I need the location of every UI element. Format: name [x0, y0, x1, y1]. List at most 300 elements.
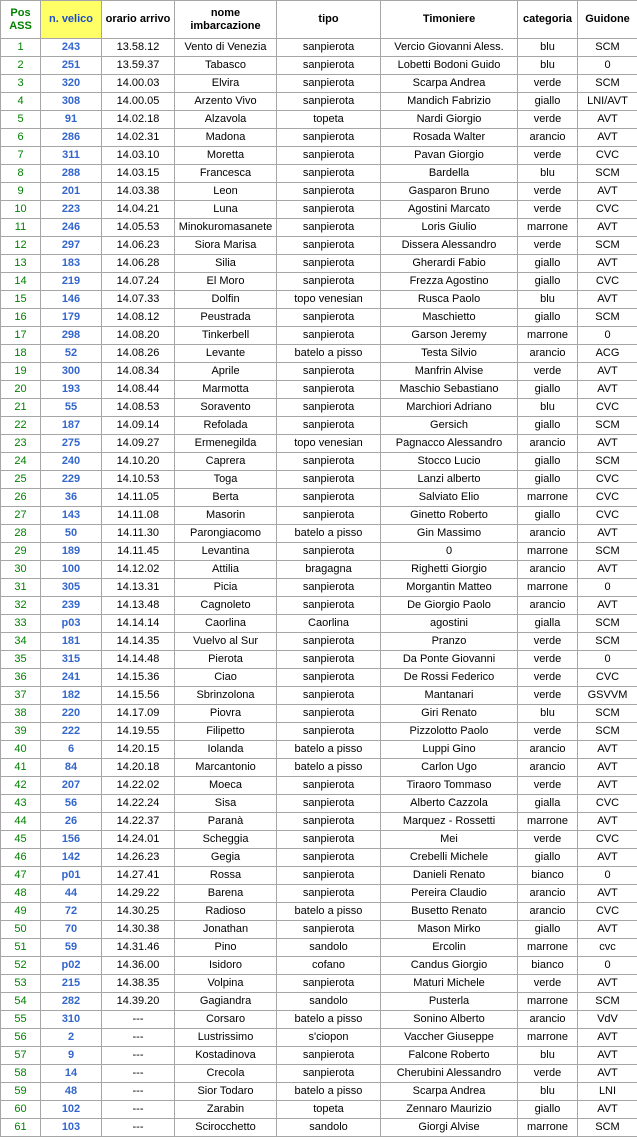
cell-nome: Zarabin: [175, 1101, 277, 1119]
cell-nome: Sisa: [175, 795, 277, 813]
cell-orario: ---: [102, 1065, 175, 1083]
cell-nome: Aprile: [175, 363, 277, 381]
cell-velico: 223: [41, 201, 102, 219]
cell-nome: Picia: [175, 579, 277, 597]
cell-nome: Minokuromasanete: [175, 219, 277, 237]
cell-timoniere: Lobetti Bodoni Guido: [381, 57, 518, 75]
cell-tipo: sanpierota: [277, 633, 381, 651]
cell-orario: 14.17.09: [102, 705, 175, 723]
cell-orario: 14.12.02: [102, 561, 175, 579]
header-nome-line2: imbarcazione: [190, 19, 261, 32]
cell-tipo: sanpierota: [277, 813, 381, 831]
table-row: [1, 363, 637, 381]
table-row: [1, 903, 637, 921]
cell-timoniere: Mantanari: [381, 687, 518, 705]
cell-categoria: giallo: [518, 849, 578, 867]
cell-orario: 14.04.21: [102, 201, 175, 219]
cell-nome: Masorin: [175, 507, 277, 525]
cell-pos: 12: [1, 237, 41, 255]
cell-nome: Vuelvo al Sur: [175, 633, 277, 651]
cell-velico: 320: [41, 75, 102, 93]
cell-categoria: marrone: [518, 543, 578, 561]
cell-categoria: giallo: [518, 93, 578, 111]
cell-categoria: giallo: [518, 309, 578, 327]
cell-pos: 23: [1, 435, 41, 453]
cell-timoniere: Righetti Giorgio: [381, 561, 518, 579]
cell-categoria: verde: [518, 975, 578, 993]
cell-pos: 27: [1, 507, 41, 525]
cell-orario: 14.11.05: [102, 489, 175, 507]
cell-velico: 59: [41, 939, 102, 957]
cell-velico: 14: [41, 1065, 102, 1083]
cell-velico: 142: [41, 849, 102, 867]
cell-tipo: sanpierota: [277, 363, 381, 381]
cell-velico: 102: [41, 1101, 102, 1119]
cell-orario: 14.00.03: [102, 75, 175, 93]
cell-guidone: AVT: [578, 1047, 637, 1065]
cell-categoria: verde: [518, 201, 578, 219]
header-timoniere: Timoniere: [381, 1, 518, 39]
cell-orario: 14.20.18: [102, 759, 175, 777]
cell-orario: 14.08.44: [102, 381, 175, 399]
cell-velico: 52: [41, 345, 102, 363]
cell-categoria: gialla: [518, 795, 578, 813]
cell-categoria: verde: [518, 237, 578, 255]
cell-orario: 14.14.48: [102, 651, 175, 669]
cell-velico: 219: [41, 273, 102, 291]
cell-velico: 100: [41, 561, 102, 579]
cell-pos: 36: [1, 669, 41, 687]
cell-tipo: sanpierota: [277, 1065, 381, 1083]
cell-velico: p02: [41, 957, 102, 975]
cell-tipo: batelo a pisso: [277, 903, 381, 921]
cell-timoniere: Pizzolotto Paolo: [381, 723, 518, 741]
cell-nome: El Moro: [175, 273, 277, 291]
cell-timoniere: De Rossi Federico: [381, 669, 518, 687]
cell-guidone: SCM: [578, 75, 637, 93]
cell-tipo: topo venesian: [277, 435, 381, 453]
cell-nome: Marcantonio: [175, 759, 277, 777]
cell-categoria: marrone: [518, 1119, 578, 1137]
cell-categoria: verde: [518, 687, 578, 705]
cell-nome: Levante: [175, 345, 277, 363]
cell-categoria: arancio: [518, 345, 578, 363]
cell-guidone: AVT: [578, 381, 637, 399]
table-row: [1, 525, 637, 543]
cell-pos: 52: [1, 957, 41, 975]
table-row: [1, 57, 637, 75]
cell-timoniere: agostini: [381, 615, 518, 633]
cell-orario: 13.59.37: [102, 57, 175, 75]
cell-velico: 36: [41, 489, 102, 507]
cell-guidone: AVT: [578, 1065, 637, 1083]
cell-orario: ---: [102, 1101, 175, 1119]
cell-categoria: verde: [518, 111, 578, 129]
cell-pos: 48: [1, 885, 41, 903]
cell-timoniere: Agostini Marcato: [381, 201, 518, 219]
cell-nome: Toga: [175, 471, 277, 489]
cell-pos: 41: [1, 759, 41, 777]
cell-pos: 54: [1, 993, 41, 1011]
cell-pos: 4: [1, 93, 41, 111]
cell-orario: 14.30.25: [102, 903, 175, 921]
cell-guidone: AVT: [578, 561, 637, 579]
table-row: [1, 183, 637, 201]
cell-tipo: sanpierota: [277, 777, 381, 795]
cell-tipo: sanpierota: [277, 75, 381, 93]
cell-nome: Barena: [175, 885, 277, 903]
cell-tipo: s'ciopon: [277, 1029, 381, 1047]
cell-categoria: verde: [518, 651, 578, 669]
cell-velico: 308: [41, 93, 102, 111]
cell-tipo: sanpierota: [277, 543, 381, 561]
cell-categoria: marrone: [518, 489, 578, 507]
table-row: [1, 1047, 637, 1065]
cell-categoria: marrone: [518, 219, 578, 237]
cell-orario: 14.02.31: [102, 129, 175, 147]
cell-guidone: ACG: [578, 345, 637, 363]
cell-tipo: sanpierota: [277, 597, 381, 615]
cell-nome: Gegia: [175, 849, 277, 867]
cell-pos: 46: [1, 849, 41, 867]
cell-tipo: sanpierota: [277, 255, 381, 273]
cell-nome: Siora Marisa: [175, 237, 277, 255]
table-row: [1, 201, 637, 219]
cell-guidone: 0: [578, 651, 637, 669]
cell-guidone: CVC: [578, 507, 637, 525]
header-pos-line2: ASS: [9, 19, 32, 32]
cell-timoniere: Stocco Lucio: [381, 453, 518, 471]
cell-timoniere: Morgantin Matteo: [381, 579, 518, 597]
cell-velico: 26: [41, 813, 102, 831]
cell-tipo: Caorlina: [277, 615, 381, 633]
cell-pos: 21: [1, 399, 41, 417]
header-nome-line1: nome: [210, 6, 241, 19]
cell-pos: 24: [1, 453, 41, 471]
cell-velico: 179: [41, 309, 102, 327]
cell-timoniere: Manfrin Alvise: [381, 363, 518, 381]
cell-tipo: sanpierota: [277, 867, 381, 885]
cell-orario: 14.08.53: [102, 399, 175, 417]
cell-velico: 215: [41, 975, 102, 993]
cell-timoniere: Vaccher Giuseppe: [381, 1029, 518, 1047]
cell-categoria: bianco: [518, 867, 578, 885]
cell-tipo: topo venesian: [277, 291, 381, 309]
cell-nome: Luna: [175, 201, 277, 219]
cell-guidone: AVT: [578, 1029, 637, 1047]
cell-velico: 181: [41, 633, 102, 651]
header-row: [1, 1, 637, 39]
cell-categoria: marrone: [518, 993, 578, 1011]
cell-pos: 11: [1, 219, 41, 237]
cell-tipo: sanpierota: [277, 237, 381, 255]
cell-orario: ---: [102, 1047, 175, 1065]
cell-orario: 14.09.14: [102, 417, 175, 435]
cell-categoria: giallo: [518, 273, 578, 291]
cell-orario: 14.14.14: [102, 615, 175, 633]
cell-nome: Arzento Vivo: [175, 93, 277, 111]
cell-nome: Sbrinzolona: [175, 687, 277, 705]
cell-categoria: blu: [518, 399, 578, 417]
cell-orario: 14.15.36: [102, 669, 175, 687]
cell-categoria: blu: [518, 291, 578, 309]
cell-guidone: AVT: [578, 291, 637, 309]
cell-timoniere: Dissera Alessandro: [381, 237, 518, 255]
cell-guidone: SCM: [578, 723, 637, 741]
cell-guidone: AVT: [578, 1101, 637, 1119]
cell-tipo: sanpierota: [277, 507, 381, 525]
cell-orario: 14.15.56: [102, 687, 175, 705]
table-row: [1, 471, 637, 489]
cell-timoniere: Sonino Alberto: [381, 1011, 518, 1029]
cell-tipo: batelo a pisso: [277, 345, 381, 363]
cell-pos: 49: [1, 903, 41, 921]
cell-timoniere: Lanzi alberto: [381, 471, 518, 489]
cell-velico: 189: [41, 543, 102, 561]
table-row: [1, 399, 637, 417]
cell-guidone: LNI: [578, 1083, 637, 1101]
cell-tipo: sanpierota: [277, 885, 381, 903]
cell-categoria: giallo: [518, 255, 578, 273]
cell-velico: 48: [41, 1083, 102, 1101]
cell-pos: 10: [1, 201, 41, 219]
table-row: [1, 309, 637, 327]
cell-nome: Francesca: [175, 165, 277, 183]
cell-timoniere: De Giorgio Paolo: [381, 597, 518, 615]
cell-timoniere: Tiraoro Tommaso: [381, 777, 518, 795]
cell-nome: Crecola: [175, 1065, 277, 1083]
cell-guidone: AVT: [578, 255, 637, 273]
table-row: [1, 543, 637, 561]
cell-tipo: sanpierota: [277, 219, 381, 237]
cell-timoniere: Da Ponte Giovanni: [381, 651, 518, 669]
cell-nome: Rossa: [175, 867, 277, 885]
cell-timoniere: Luppi Gino: [381, 741, 518, 759]
cell-pos: 26: [1, 489, 41, 507]
table-row: [1, 111, 637, 129]
header-orario: orario arrivo: [102, 1, 175, 39]
cell-velico: 288: [41, 165, 102, 183]
cell-orario: 14.13.31: [102, 579, 175, 597]
cell-categoria: arancio: [518, 525, 578, 543]
cell-timoniere: Mei: [381, 831, 518, 849]
cell-categoria: giallo: [518, 453, 578, 471]
cell-timoniere: Maschio Sebastiano: [381, 381, 518, 399]
cell-velico: 156: [41, 831, 102, 849]
cell-guidone: VdV: [578, 1011, 637, 1029]
cell-categoria: bianco: [518, 957, 578, 975]
cell-velico: 56: [41, 795, 102, 813]
cell-tipo: sanpierota: [277, 417, 381, 435]
cell-categoria: marrone: [518, 1029, 578, 1047]
cell-timoniere: Busetto Renato: [381, 903, 518, 921]
cell-velico: 182: [41, 687, 102, 705]
cell-nome: Iolanda: [175, 741, 277, 759]
cell-pos: 47: [1, 867, 41, 885]
table-row: [1, 291, 637, 309]
cell-categoria: marrone: [518, 327, 578, 345]
cell-velico: 201: [41, 183, 102, 201]
cell-velico: 305: [41, 579, 102, 597]
table-row: [1, 813, 637, 831]
cell-nome: Levantina: [175, 543, 277, 561]
cell-pos: 3: [1, 75, 41, 93]
table-row: [1, 597, 637, 615]
cell-nome: Pierota: [175, 651, 277, 669]
table-row: [1, 651, 637, 669]
cell-categoria: verde: [518, 1065, 578, 1083]
table-row: [1, 1119, 637, 1137]
table-row: [1, 93, 637, 111]
cell-pos: 59: [1, 1083, 41, 1101]
cell-timoniere: Giri Renato: [381, 705, 518, 723]
cell-tipo: batelo a pisso: [277, 759, 381, 777]
table-row: [1, 147, 637, 165]
cell-orario: 14.05.53: [102, 219, 175, 237]
cell-velico: 311: [41, 147, 102, 165]
cell-orario: 14.29.22: [102, 885, 175, 903]
header-nome: [175, 1, 277, 39]
cell-tipo: sanpierota: [277, 147, 381, 165]
cell-pos: 2: [1, 57, 41, 75]
table-row: [1, 939, 637, 957]
table-row: [1, 615, 637, 633]
header-categoria: categoria: [518, 1, 578, 39]
cell-pos: 34: [1, 633, 41, 651]
cell-velico: 187: [41, 417, 102, 435]
table-row: [1, 975, 637, 993]
cell-pos: 30: [1, 561, 41, 579]
cell-pos: 16: [1, 309, 41, 327]
table-row: [1, 867, 637, 885]
cell-velico: 297: [41, 237, 102, 255]
cell-orario: 14.22.02: [102, 777, 175, 795]
cell-pos: 25: [1, 471, 41, 489]
cell-pos: 56: [1, 1029, 41, 1047]
cell-categoria: gialla: [518, 615, 578, 633]
table-row: [1, 489, 637, 507]
header-pos-line1: Pos: [10, 6, 31, 19]
table-row: [1, 993, 637, 1011]
cell-orario: 14.08.34: [102, 363, 175, 381]
cell-guidone: SCM: [578, 993, 637, 1011]
cell-guidone: CVC: [578, 795, 637, 813]
cell-guidone: SCM: [578, 237, 637, 255]
cell-orario: 14.10.20: [102, 453, 175, 471]
cell-guidone: CVC: [578, 903, 637, 921]
cell-orario: 14.10.53: [102, 471, 175, 489]
cell-tipo: sanpierota: [277, 129, 381, 147]
cell-velico: 251: [41, 57, 102, 75]
cell-categoria: arancio: [518, 597, 578, 615]
cell-nome: Attilia: [175, 561, 277, 579]
cell-timoniere: 0: [381, 543, 518, 561]
cell-guidone: AVT: [578, 111, 637, 129]
cell-velico: 315: [41, 651, 102, 669]
cell-guidone: SCM: [578, 309, 637, 327]
cell-guidone: AVT: [578, 759, 637, 777]
table-row: [1, 921, 637, 939]
cell-timoniere: Pranzo: [381, 633, 518, 651]
cell-guidone: CVC: [578, 273, 637, 291]
cell-guidone: SCM: [578, 543, 637, 561]
cell-categoria: arancio: [518, 759, 578, 777]
table-row: [1, 759, 637, 777]
cell-nome: Tinkerbell: [175, 327, 277, 345]
cell-nome: Lustrissimo: [175, 1029, 277, 1047]
cell-nome: Sior Todaro: [175, 1083, 277, 1101]
cell-guidone: AVT: [578, 363, 637, 381]
cell-orario: 14.03.38: [102, 183, 175, 201]
cell-velico: 193: [41, 381, 102, 399]
cell-timoniere: Pagnacco Alessandro: [381, 435, 518, 453]
cell-categoria: blu: [518, 57, 578, 75]
cell-categoria: verde: [518, 723, 578, 741]
cell-timoniere: Rusca Paolo: [381, 291, 518, 309]
cell-velico: 2: [41, 1029, 102, 1047]
cell-timoniere: Marchiori Adriano: [381, 399, 518, 417]
table-row: [1, 849, 637, 867]
cell-timoniere: Rosada Walter: [381, 129, 518, 147]
cell-nome: Moretta: [175, 147, 277, 165]
cell-guidone: CVC: [578, 399, 637, 417]
cell-tipo: sanpierota: [277, 381, 381, 399]
table-body: [1, 39, 637, 1137]
cell-categoria: verde: [518, 183, 578, 201]
cell-tipo: sanpierota: [277, 57, 381, 75]
cell-pos: 9: [1, 183, 41, 201]
table-row: [1, 633, 637, 651]
cell-timoniere: Pereira Claudio: [381, 885, 518, 903]
cell-orario: ---: [102, 1029, 175, 1047]
cell-guidone: GSVVM: [578, 687, 637, 705]
cell-orario: 14.24.01: [102, 831, 175, 849]
cell-categoria: blu: [518, 1083, 578, 1101]
cell-pos: 5: [1, 111, 41, 129]
cell-nome: Madona: [175, 129, 277, 147]
cell-nome: Scirocchetto: [175, 1119, 277, 1137]
table-row: [1, 39, 637, 57]
cell-tipo: sanpierota: [277, 201, 381, 219]
header-velico: n. velico: [41, 1, 102, 39]
cell-orario: 14.07.33: [102, 291, 175, 309]
cell-pos: 31: [1, 579, 41, 597]
cell-guidone: AVT: [578, 777, 637, 795]
cell-tipo: topeta: [277, 111, 381, 129]
cell-categoria: arancio: [518, 903, 578, 921]
cell-orario: 14.22.24: [102, 795, 175, 813]
table-row: [1, 345, 637, 363]
cell-guidone: 0: [578, 327, 637, 345]
cell-guidone: SCM: [578, 615, 637, 633]
cell-nome: Kostadinova: [175, 1047, 277, 1065]
cell-nome: Caorlina: [175, 615, 277, 633]
cell-pos: 58: [1, 1065, 41, 1083]
cell-tipo: sanpierota: [277, 327, 381, 345]
cell-velico: 44: [41, 885, 102, 903]
table-row: [1, 219, 637, 237]
cell-tipo: sanpierota: [277, 831, 381, 849]
cell-orario: 14.22.37: [102, 813, 175, 831]
cell-categoria: verde: [518, 147, 578, 165]
cell-nome: Jonathan: [175, 921, 277, 939]
cell-timoniere: Pavan Giorgio: [381, 147, 518, 165]
cell-guidone: CVC: [578, 831, 637, 849]
cell-orario: 14.39.20: [102, 993, 175, 1011]
cell-categoria: giallo: [518, 507, 578, 525]
cell-nome: Elvira: [175, 75, 277, 93]
cell-timoniere: Danieli Renato: [381, 867, 518, 885]
